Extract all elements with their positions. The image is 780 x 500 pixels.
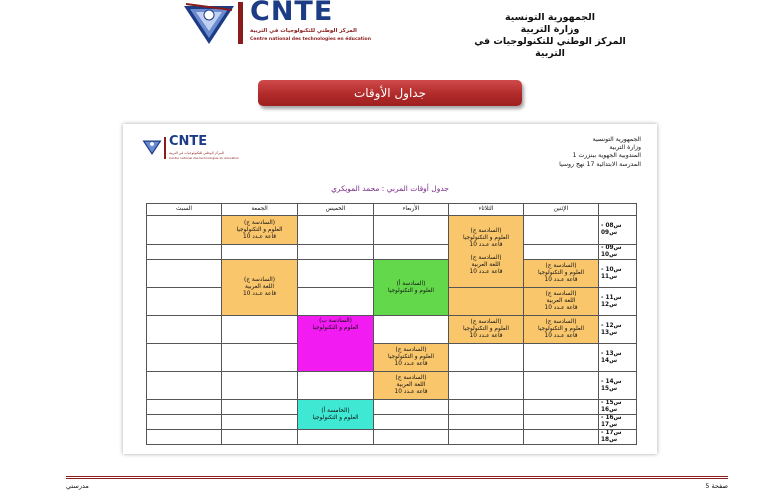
lesson-cell (298, 400, 374, 430)
empty-cell (147, 430, 222, 445)
lesson-room: قاعة عـدد 10 (469, 268, 503, 275)
empty-cell (147, 260, 222, 288)
day-header: السبت (147, 204, 222, 216)
lesson-cell (524, 316, 599, 344)
lesson-cell (374, 344, 449, 372)
empty-cell (147, 372, 222, 400)
document-logo (141, 134, 240, 164)
empty-cell (524, 400, 599, 415)
document-logo-title: CNTE (169, 134, 208, 149)
timetable-grid (146, 203, 637, 445)
document-logo-arabic: المركز الوطني للتكنولوجيات في التربية (169, 151, 224, 155)
lesson-cell (449, 216, 524, 288)
empty-cell (298, 260, 374, 288)
lesson-cell (374, 260, 449, 316)
empty-cell (147, 400, 222, 415)
lesson-class: (السادسة ج) (244, 277, 275, 283)
empty-cell (449, 415, 524, 430)
empty-cell (222, 415, 298, 430)
info-line: المدرسة الابتدائية 17 نهج روسيا (559, 160, 641, 168)
lesson-cell (524, 288, 599, 316)
lesson-subject: العلوم و التكنولوجيا (236, 226, 283, 233)
time-slot: س16 - س17 (599, 415, 637, 430)
empty-cell (524, 216, 599, 245)
cnte-emblem-icon (180, 0, 238, 46)
lesson-subject: العلوم و التكنولوجيا (387, 287, 435, 294)
cnte-logo (180, 0, 380, 48)
empty-cell (374, 430, 449, 445)
empty-cell (147, 316, 222, 344)
school-info (511, 136, 641, 169)
time-slot: س13 - س14 (599, 344, 637, 372)
lesson-cell (524, 260, 599, 288)
lesson-subject: العلوم و التكنولوجيا (312, 325, 359, 331)
time-slot: س12 - س13 (599, 316, 637, 344)
lesson-cell (374, 372, 449, 400)
time-slot: س08 - س09 (599, 216, 637, 245)
footer-divider (66, 478, 728, 479)
empty-cell (298, 372, 374, 400)
lesson-class: (السادسة أ) (396, 280, 426, 287)
lesson-subject: العلوم و التكنولوجيا (387, 354, 435, 360)
logo-title: CNTE (250, 0, 334, 27)
lesson-subject: العلوم و التكنولوجيا (312, 414, 359, 421)
lesson-subject: العلوم و التكنولوجيا (462, 326, 510, 332)
day-header: الإثنين (524, 204, 599, 216)
empty-cell (524, 372, 599, 400)
lesson-room: قاعة عـدد 10 (544, 277, 578, 283)
time-slot: س15 - س16 (599, 400, 637, 415)
time-slot: س17 - س18 (599, 430, 637, 445)
header-line: الجمهورية التونسية (505, 12, 595, 23)
lesson-class: (السادسة ج) (545, 263, 577, 269)
empty-cell (374, 216, 449, 245)
lesson-room: قاعة عـدد 10 (243, 233, 276, 240)
corner-cell (599, 204, 637, 216)
empty-cell (524, 415, 599, 430)
empty-cell (147, 415, 222, 430)
lesson-class: (السادسة ج) (545, 291, 577, 297)
lesson-room: قاعة عـدد 10 (243, 291, 276, 297)
lesson-subject: اللغة العربية (396, 382, 426, 388)
lesson-room: قاعة عـدد 10 (544, 333, 578, 339)
lesson-class: (السادسة ج) (395, 375, 427, 381)
lesson-cell (222, 216, 298, 245)
lesson-class: (السادسة ب) (319, 318, 352, 324)
day-header: الجمعة (222, 204, 298, 216)
timetable-document (123, 124, 657, 454)
day-header: الأربعاء (374, 204, 449, 216)
empty-cell (449, 372, 524, 400)
lesson-cell (449, 316, 524, 344)
empty-cell (147, 344, 222, 372)
info-line: الجمهورية التونسية (592, 136, 641, 143)
empty-cell (374, 245, 449, 260)
time-slot: س14 - س15 (599, 372, 637, 400)
cnte-emblem-icon (141, 136, 163, 158)
empty-cell (147, 288, 222, 316)
info-line: وزارة التربية (609, 144, 641, 152)
lesson-subject: العلوم و التكنولوجيا (537, 326, 585, 332)
lesson-room: قاعة عـدد 10 (394, 389, 428, 395)
lesson-subject: اللغة العربية (245, 284, 274, 290)
empty-cell (222, 372, 298, 400)
lesson-cell-continued (449, 288, 524, 316)
info-line: المندوبية الجهوية ببنزرت 1 (572, 152, 641, 160)
lesson-class: (السادسة ج) (395, 347, 427, 353)
logo-arabic-name: المركز الوطني للتكنولوجيات في التربية (250, 28, 357, 34)
footer-site-name: مدرستي (66, 482, 89, 490)
empty-cell (449, 344, 524, 372)
empty-cell (147, 216, 222, 245)
lesson-subject: اللغة العربية (546, 298, 576, 304)
empty-cell (298, 216, 374, 245)
empty-cell (374, 400, 449, 415)
time-slot: س09 - س10 (599, 245, 637, 260)
empty-cell (222, 245, 298, 260)
lesson-subject: اللغة العربية (471, 261, 501, 268)
time-slot: س10 - س11 (599, 260, 637, 288)
empty-cell (298, 430, 374, 445)
timetables-banner: جداول الأوقات (258, 80, 522, 106)
lesson-class: (الخامسة أ) (321, 407, 350, 414)
empty-cell (222, 430, 298, 445)
lesson-class: (السادسة ج) (244, 219, 275, 226)
empty-cell (374, 316, 449, 344)
timetable-title: جدول أوقات المربي : محمد المويكري (331, 184, 449, 193)
empty-cell (222, 400, 298, 415)
time-slot: س11 - س12 (599, 288, 637, 316)
lesson-class: (السادسة ج) (470, 254, 502, 261)
lesson-room: قاعة عـدد 10 (469, 241, 503, 248)
lesson-subject: العلوم و التكنولوجيا (462, 234, 510, 241)
lesson-room: قاعة عـدد 10 (544, 305, 578, 311)
lesson-cell (222, 260, 298, 316)
empty-cell (222, 344, 298, 372)
empty-cell (147, 245, 222, 260)
lesson-class: (السادسة ج) (470, 319, 502, 325)
empty-cell (449, 430, 524, 445)
empty-cell (298, 288, 374, 316)
lesson-class: (السادسة ج) (545, 319, 577, 325)
empty-cell (222, 316, 298, 344)
lesson-cell (298, 316, 374, 372)
ministry-header (470, 12, 630, 60)
empty-cell (524, 430, 599, 445)
document-logo-french: Centre national des technologies en éducation (169, 156, 240, 160)
empty-cell (374, 415, 449, 430)
logo-divider (164, 137, 166, 159)
empty-cell (524, 245, 599, 260)
empty-cell (449, 400, 524, 415)
empty-cell (524, 344, 599, 372)
header-line: المركز الوطني للتكنولوجيات في التربية (474, 36, 626, 59)
lesson-subject: العلوم و التكنولوجيا (537, 270, 585, 276)
lesson-room: قاعة عـدد 10 (394, 361, 428, 367)
day-header: الخميس (298, 204, 374, 216)
day-header: الثلاثاء (449, 204, 524, 216)
lesson-room: قاعة عـدد 10 (469, 333, 503, 339)
header-line: وزارة التربية (520, 24, 580, 35)
logo-french-name: Centre national des technologies en éducation (250, 37, 371, 42)
page-number: صفحة 5 (705, 482, 728, 490)
lesson-class: (السادسة ج) (470, 227, 502, 234)
empty-cell (298, 245, 374, 260)
logo-divider (238, 2, 243, 44)
footer-divider (66, 476, 728, 477)
